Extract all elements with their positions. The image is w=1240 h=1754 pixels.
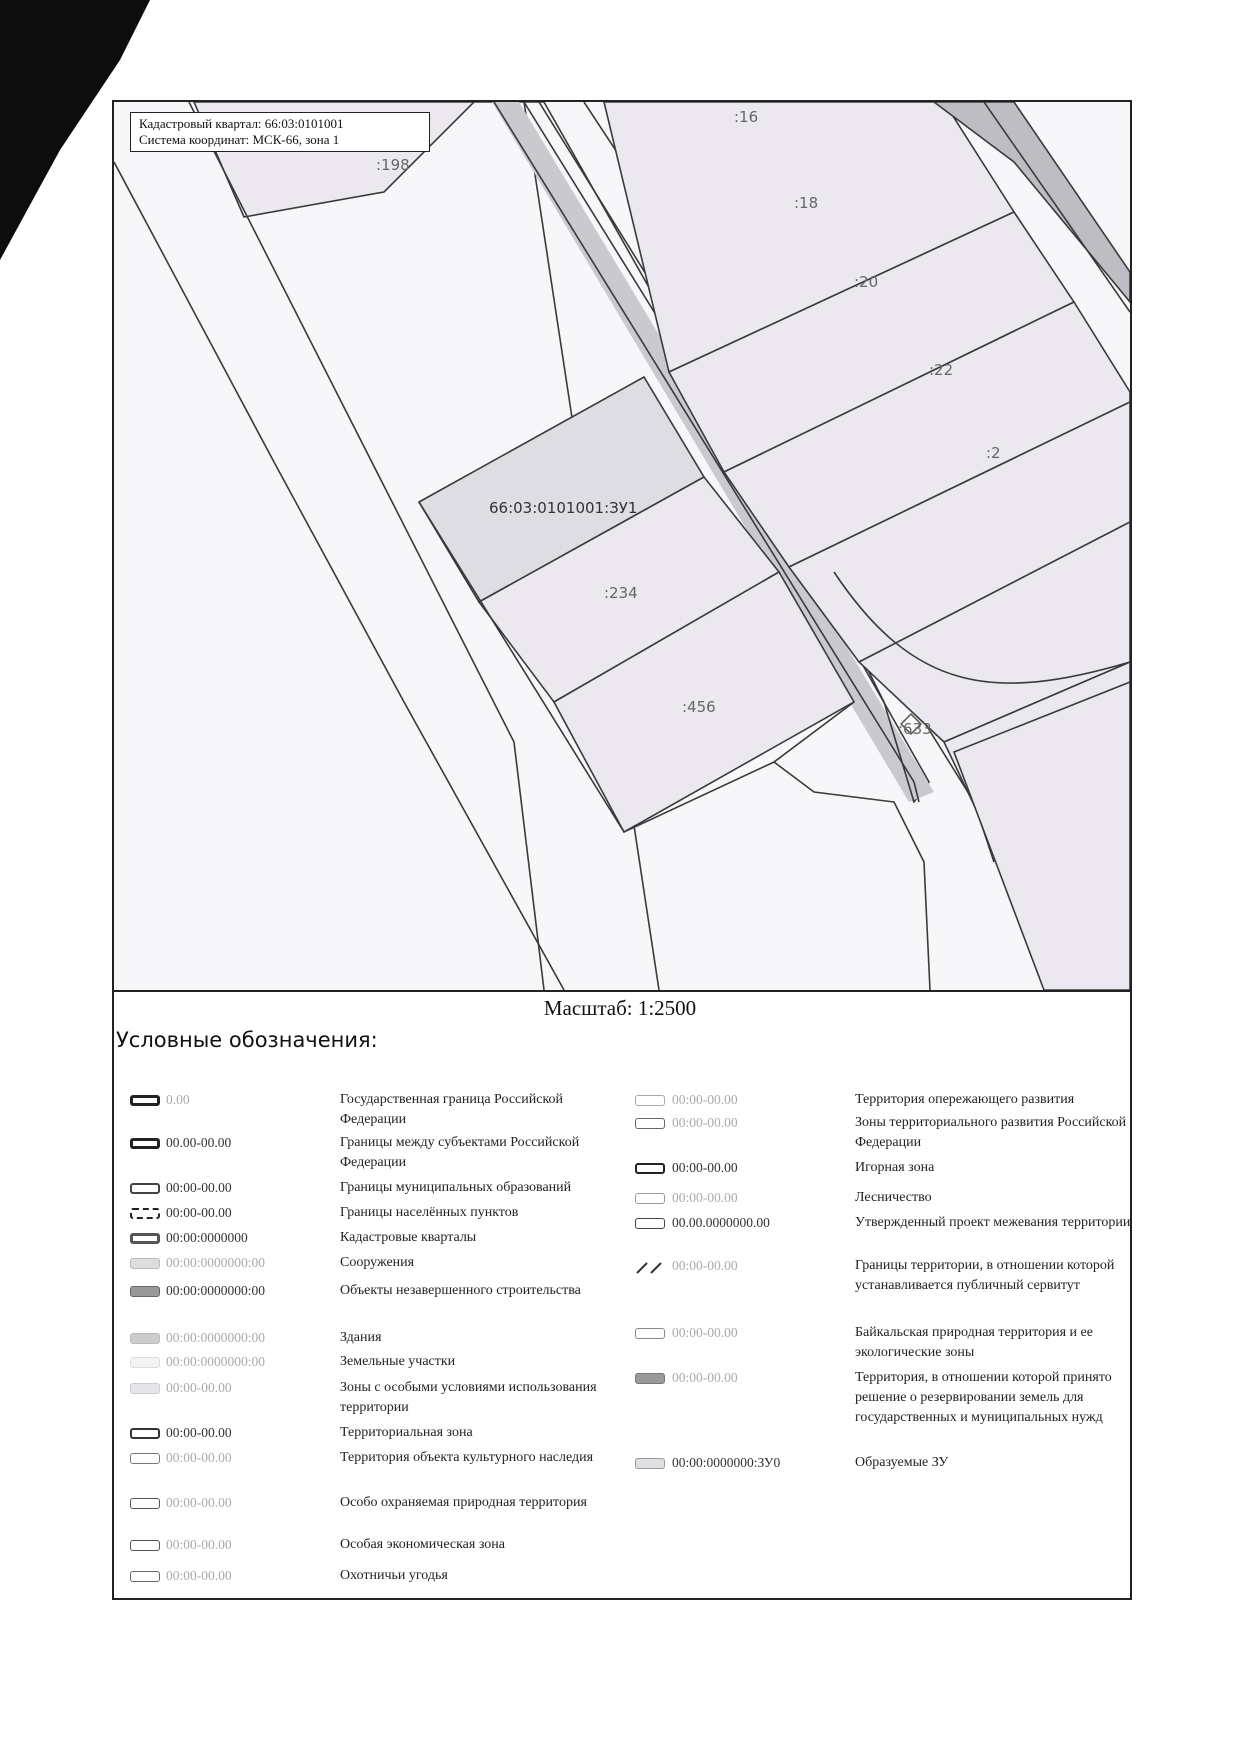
map-scale: Масштаб: 1:2500 xyxy=(543,996,697,1020)
legend-description: Сооружения xyxy=(340,1255,415,1270)
legend-description: Земельные участки xyxy=(340,1354,456,1369)
legend-code: 00:00-00.00 xyxy=(672,1325,738,1340)
legend-description: Границы муниципальных образований xyxy=(340,1180,572,1195)
legend-symbol xyxy=(130,1095,160,1106)
legend-code: 00.00.0000000.00 xyxy=(672,1215,770,1230)
legend-symbol xyxy=(635,1163,665,1174)
legend-symbol xyxy=(130,1540,160,1551)
legend-symbol xyxy=(130,1428,160,1439)
legend-description: Особо охраняемая природная территория xyxy=(340,1495,587,1510)
legend-description: Лесничество xyxy=(855,1190,932,1205)
legend-symbol xyxy=(635,1193,665,1204)
legend-description: Объекты незавершенного строительства xyxy=(340,1283,581,1298)
legend-code: 00:00-00.00 xyxy=(166,1495,232,1510)
legend-code: 00:00-00.00 xyxy=(672,1190,738,1205)
legend-description: Территория объекта культурного наследия xyxy=(340,1450,594,1465)
legend-code: 00:00-00.00 xyxy=(672,1092,738,1107)
legend-description: Особая экономическая зона xyxy=(340,1537,505,1552)
legend-code: 00:00-00.00 xyxy=(672,1160,738,1175)
legend-code: 00:00:0000000:00 xyxy=(166,1354,266,1369)
legend-code: 00:00-00.00 xyxy=(672,1258,738,1273)
legend-code: 00.00-00.00 xyxy=(166,1135,232,1150)
legend-symbol xyxy=(130,1208,160,1219)
legend-description: Государственная граница Российской Федерации xyxy=(340,1092,564,1127)
label-198: :198 xyxy=(376,156,410,174)
cadastral-map[interactable] xyxy=(114,102,1130,992)
legend-symbol xyxy=(130,1138,160,1149)
cadastral-quarter: Кадастровый квартал: 66:03:0101001 xyxy=(139,116,344,131)
legend-description: Здания xyxy=(340,1330,382,1345)
legend-description: Территория, в отношении которой принято решение о резервировании земель для государственных и муниципальных нужд xyxy=(855,1370,1112,1425)
legend-symbol xyxy=(635,1458,665,1469)
label-18: :18 xyxy=(794,194,819,212)
legend-code: 00:00:0000000:00 xyxy=(166,1255,266,1270)
legend-code: 00:00-00.00 xyxy=(166,1450,232,1465)
legend-symbol xyxy=(635,1373,665,1384)
label-22: :22 xyxy=(929,361,954,379)
legend-code: 00:00-00.00 xyxy=(166,1380,232,1395)
label-20: :20 xyxy=(854,273,879,291)
legend-description: Утвержденный проект межевания территории xyxy=(855,1215,1131,1230)
label-456: :456 xyxy=(682,698,716,716)
legend-symbol xyxy=(130,1357,160,1368)
legend-description: Границы между субъектами Российской Федерации xyxy=(340,1135,580,1170)
legend-symbol xyxy=(635,1328,665,1339)
legend-code: 0.00 xyxy=(166,1092,190,1107)
legend-symbol xyxy=(130,1183,160,1194)
legend-symbol xyxy=(130,1233,160,1244)
legend-description: Кадастровые кварталы xyxy=(340,1230,477,1245)
legend-code: 00:00:0000000:ЗУ0 xyxy=(672,1455,781,1470)
label-2: :2 xyxy=(986,444,1001,462)
legend-description: Границы территории, в отношении которой устанавливается публичный сервитут xyxy=(855,1258,1115,1293)
legend-description: Образуемые ЗУ xyxy=(855,1455,949,1470)
label-234: :234 xyxy=(604,584,638,602)
legend-code: 00:00-00.00 xyxy=(166,1537,232,1552)
legend-code: 00:00-00.00 xyxy=(166,1568,232,1583)
legend-code: 00:00:0000000 xyxy=(166,1230,248,1245)
coordinate-system: Система координат: МСК-66, зона 1 xyxy=(139,132,340,147)
legend-description: Территориальная зона xyxy=(340,1425,473,1440)
legend-symbol xyxy=(130,1258,160,1269)
legend-description: Байкальская природная территория и ее экологические зоны xyxy=(855,1325,1093,1360)
legend-title: Условные обозначения: xyxy=(116,1028,378,1052)
legend-description: Территория опережающего развития xyxy=(855,1092,1075,1107)
legend-code: 00:00:0000000:00 xyxy=(166,1330,266,1345)
legend-symbol xyxy=(635,1095,665,1106)
legend-code: 00:00:0000000:00 xyxy=(166,1283,266,1298)
label-16: :16 xyxy=(734,108,759,126)
legend-symbol xyxy=(635,1218,665,1229)
legend-code: 00:00-00.00 xyxy=(166,1205,232,1220)
legend-description: Зоны территориального развития Российской Федерации xyxy=(855,1115,1127,1150)
legend-symbol xyxy=(130,1333,160,1344)
map-info-box xyxy=(130,112,430,152)
legend-symbol xyxy=(130,1383,160,1394)
legend-code: 00:00-00.00 xyxy=(166,1425,232,1440)
legend-description: Охотничьи угодья xyxy=(340,1568,448,1583)
legend-symbol xyxy=(130,1453,160,1464)
legend-code: 00:00-00.00 xyxy=(166,1180,232,1195)
label-new-parcel: 66:03:0101001:ЗУ1 xyxy=(489,499,638,517)
legend-symbol xyxy=(130,1498,160,1509)
legend-symbol xyxy=(635,1261,665,1272)
legend-description: Игорная зона xyxy=(855,1160,935,1175)
legend-symbol xyxy=(635,1118,665,1129)
legend-description: Границы населённых пунктов xyxy=(340,1205,519,1220)
legend-symbol xyxy=(130,1286,160,1297)
legend-description: Зоны с особыми условиями использования территории xyxy=(340,1380,597,1415)
legend-code: 00:00-00.00 xyxy=(672,1115,738,1130)
label-633: :633 xyxy=(898,720,932,738)
legend-code: 00:00-00.00 xyxy=(672,1370,738,1385)
legend-symbol xyxy=(130,1571,160,1582)
